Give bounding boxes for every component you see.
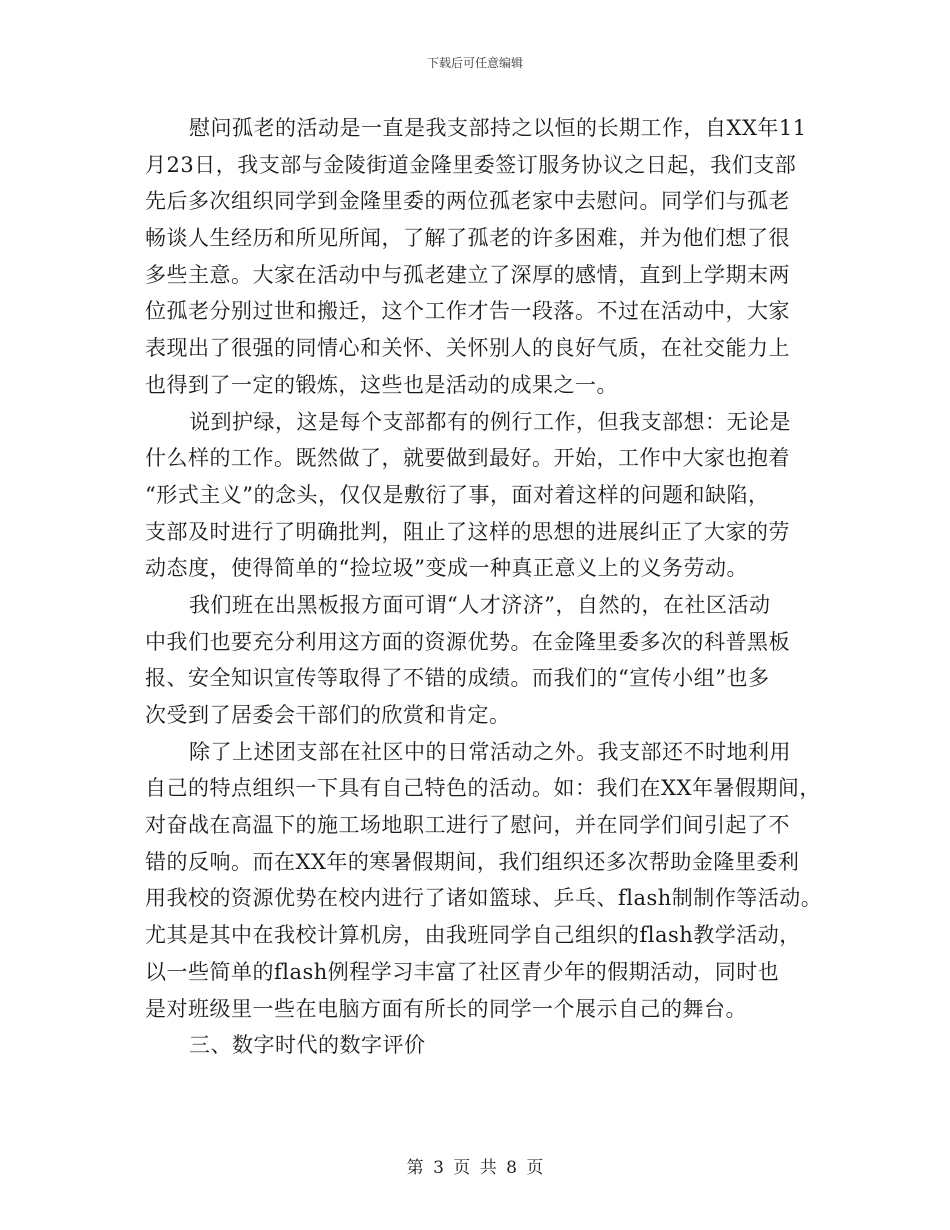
paragraph-line: 慰问孤老的活动是一直是我支部持之以恒的长期工作，自XX年11 — [189, 116, 807, 140]
paragraph-line: 自己的特点组织一下具有自己特色的活动。如：我们在XX年暑假期间， — [145, 776, 821, 801]
document-body — [145, 110, 835, 1064]
paragraph-line: 除了上述团支部在社区中的日常活动之外。我支部还不时地利用 — [189, 739, 791, 764]
paragraph-line: 说到护绿，这是每个支部都有的例行工作，但我支部想：无论是 — [189, 409, 791, 434]
paragraph-line: 先后多次组织同学到金隆里委的两位孤老家中去慰问。同学们与孤老 — [145, 189, 790, 214]
page-header: 下载后可任意编辑 — [426, 56, 523, 70]
paragraph-line: 中我们也要充分利用这方面的资源优势。在金隆里委多次的科普黑板 — [145, 629, 790, 654]
paragraph-line: 是对班级里一些在电脑方面有所长的同学一个展示自己的舞台。 — [145, 996, 747, 1021]
paragraph-line: “形式主义”的念头，仅仅是敷衍了事，面对着这样的问题和缺陷， — [145, 482, 770, 507]
paragraph-line: 尤其是其中在我校计算机房，由我班同学自己组织的flash教学活动， — [145, 923, 801, 948]
paragraph-line: 对奋战在高温下的施工场地职工进行了慰问，并在同学们间引起了不 — [145, 813, 790, 838]
paragraph-line: 报、安全知识宣传等取得了不错的成绩。而我们的“宣传小组”也多 — [145, 666, 770, 691]
paragraph-line: 用我校的资源优势在校内进行了诸如篮球、乒乓、flash制制作等活动。 — [145, 886, 823, 911]
paragraph-line: 表现出了很强的同情心和关怀、关怀别人的良好气质，在社交能力上 — [145, 336, 790, 361]
paragraph-line: 什么样的工作。既然做了，就要做到最好。开始，工作中大家也抱着 — [145, 446, 790, 471]
paragraph-line: 支部及时进行了明确批判，阻止了这样的思想的进展纠正了大家的劳 — [145, 519, 790, 544]
paragraph-line: 也得到了一定的锻炼，这些也是活动的成果之一。 — [145, 372, 618, 397]
paragraph-line: 动态度，使得简单的“捡垃圾”变成一种真正意义上的义务劳动。 — [145, 556, 748, 581]
paragraph-line: 以一些简单的flash例程学习丰富了社区青少年的假期活动，同时也 — [145, 959, 780, 984]
paragraph-line: 次受到了居委会干部们的欣赏和肯定。 — [145, 703, 511, 727]
paragraph-line: 位孤老分别过世和搬迁，这个工作才告一段落。不过在活动中，大家 — [145, 299, 790, 324]
page-number: 第 3 页 共 8 页 — [406, 1158, 544, 1178]
paragraph-line: 多些主意。大家在活动中与孤老建立了深厚的感情，直到上学期末两 — [145, 262, 790, 287]
section-heading: 三、数字时代的数字评价 — [189, 1033, 426, 1058]
paragraph-line: 畅谈人生经历和所见所闻，了解了孤老的许多困难，并为他们想了很 — [145, 226, 790, 251]
paragraph-line: 月23日，我支部与金陵街道金隆里委签订服务协议之日起，我们支部 — [145, 152, 797, 177]
paragraph-line: 错的反响。而在XX年的寒暑假期间，我们组织还多次帮助金隆里委利 — [145, 849, 800, 874]
paragraph-line: 我们班在出黑板报方面可谓“人才济济”，自然的，在社区活动 — [189, 592, 771, 617]
